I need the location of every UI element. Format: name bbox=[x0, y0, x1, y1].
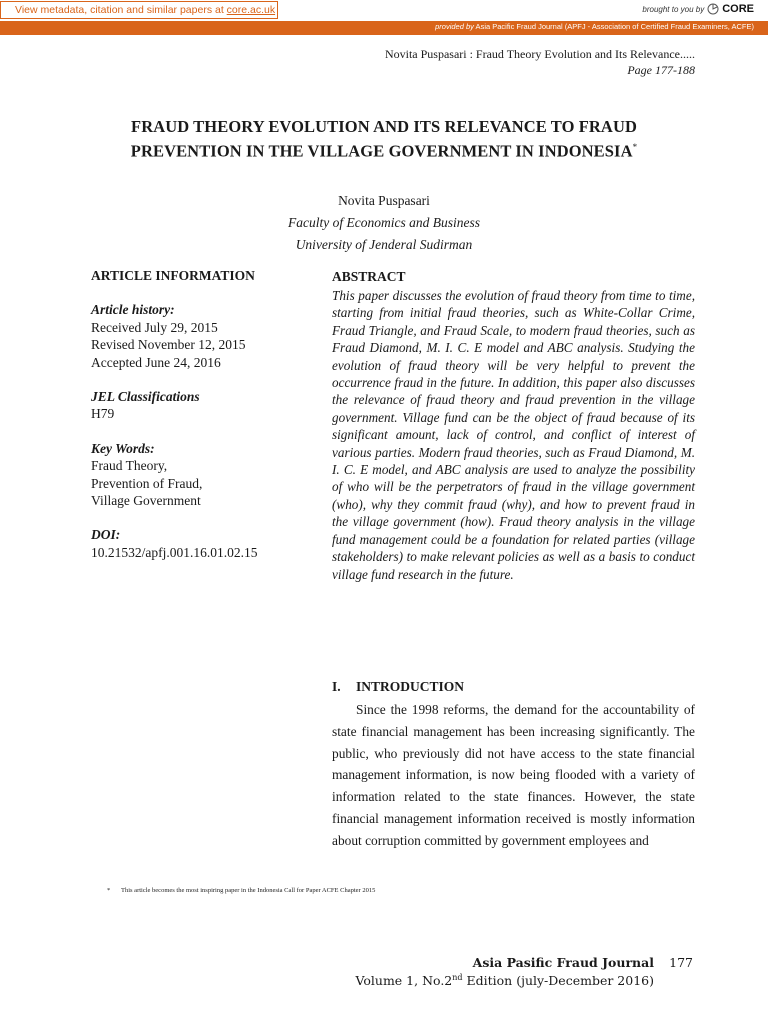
title-footnote-mark: * bbox=[632, 142, 638, 152]
jel-value: H79 bbox=[91, 406, 115, 422]
section-number: I. bbox=[332, 679, 341, 694]
author-faculty: Faculty of Economics and Business bbox=[288, 215, 480, 230]
author-university: University of Jenderal Sudirman bbox=[295, 237, 473, 252]
article-info-heading: ARTICLE INFORMATION bbox=[91, 268, 255, 283]
running-head-pages: Page 177-188 bbox=[627, 63, 695, 77]
running-head bbox=[385, 46, 695, 78]
article-information bbox=[91, 267, 311, 561]
footnote-mark: * bbox=[107, 887, 111, 894]
provided-by-label: provided by bbox=[435, 22, 474, 31]
paper-title-line2: PREVENTION IN THE VILLAGE GOVERNMENT IN INDONESIA bbox=[130, 141, 633, 161]
brought-to-you-label: brought to you by bbox=[642, 4, 705, 14]
volume-prefix: Volume 1, No.2 bbox=[355, 973, 453, 989]
paper-title bbox=[90, 116, 678, 162]
jel-label: JEL Classifications bbox=[91, 389, 200, 405]
page-number: 177 bbox=[669, 955, 693, 970]
core-banner bbox=[0, 0, 768, 35]
accepted-date: Accepted June 24, 2016 bbox=[91, 354, 221, 370]
revised-date: Revised November 12, 2015 bbox=[91, 337, 246, 353]
brought-to-you bbox=[642, 3, 754, 15]
author-block bbox=[90, 190, 678, 256]
doi-value[interactable]: 10.21532/apfj.001.16.01.02.15 bbox=[91, 544, 258, 560]
keywords-label: Key Words: bbox=[91, 440, 155, 456]
core-logo-icon bbox=[707, 3, 719, 15]
footnote bbox=[107, 887, 375, 894]
introduction-text: Since the 1998 reforms, the demand for the accountability of state financial management has been increasing significantly. The public, who previously did not have access to the state financial management information, is now being flooded with a variety of information related to the state finances. However, the state financial management information received is mostly information about corruption committed by government employees and bbox=[332, 702, 695, 848]
footnote-text: This article becomes the most inspiring paper in the Indonesia Call for Paper ACFE Chapter 2015 bbox=[121, 887, 376, 894]
core-metadata-link[interactable] bbox=[0, 1, 278, 19]
keyword-item: Fraud Theory, bbox=[91, 458, 168, 474]
article-history-label: Article history: bbox=[91, 302, 175, 318]
doi-label: DOI: bbox=[91, 527, 121, 543]
introduction-heading bbox=[332, 679, 464, 695]
section-title: INTRODUCTION bbox=[356, 679, 465, 694]
footer-volume bbox=[356, 973, 655, 988]
footer-journal-name: Asia Pasific Fraud Journal bbox=[472, 955, 654, 970]
author-name: Novita Puspasari bbox=[338, 193, 430, 208]
abstract-text: This paper discusses the evolution of fraud theory from time to time, starting from initial fraud theories, such as White-Collar Crime, Fraud Triangle, and Fraud Scale, to modern fraud theories, such as Fraud Diamond, M. I. C. E model and ABC analysis. Studying the evolution of fraud theory will be very helpful to prevent the occurrence fraud in the future. In addition, this paper also discusses the relevance of fraud theory and fraud prevention in the village government. Village fund can be the object of fraud because of its significant amount, lack of control, and conflict of interest of various parties. Modern fraud theories, such as Fraud Diamond, M. I. C. E model, and ABC analysis are used to analyze the possibility of who will be the perpetrators of fraud in the village government (who), why they commit fraud (why), and how to prevent fraud in the village government (how). Fraud theory analysis in the village fund management could be a foundation for related parties (village stakeholders) to make relevant policies as well as a basis to conduct village fund research in the future. bbox=[332, 288, 695, 582]
running-head-title: Novita Puspasari : Fraud Theory Evolution and Its Relevance..... bbox=[384, 47, 695, 61]
provided-by-text: Asia Pacific Fraud Journal (APFJ - Association of Certified Fraud Examiners, ACFE) bbox=[473, 22, 754, 31]
abstract-heading: ABSTRACT bbox=[332, 269, 406, 284]
volume-sup: nd bbox=[452, 973, 463, 982]
core-site-link[interactable]: core.ac.uk bbox=[226, 4, 276, 16]
core-banner-top bbox=[0, 0, 768, 21]
core-logo[interactable]: CORE bbox=[722, 3, 754, 15]
paper-title-line1: FRAUD THEORY EVOLUTION AND ITS RELEVANCE TO FRAUD bbox=[131, 117, 637, 136]
volume-suffix: Edition (july-December 2016) bbox=[462, 973, 654, 989]
provided-by bbox=[435, 22, 754, 31]
keyword-item: Village Government bbox=[91, 493, 201, 509]
core-link-prefix: View metadata, citation and similar papers at bbox=[15, 4, 227, 16]
provided-by-strip bbox=[0, 21, 768, 35]
keyword-item: Prevention of Fraud, bbox=[91, 475, 203, 491]
received-date: Received July 29, 2015 bbox=[91, 319, 218, 335]
